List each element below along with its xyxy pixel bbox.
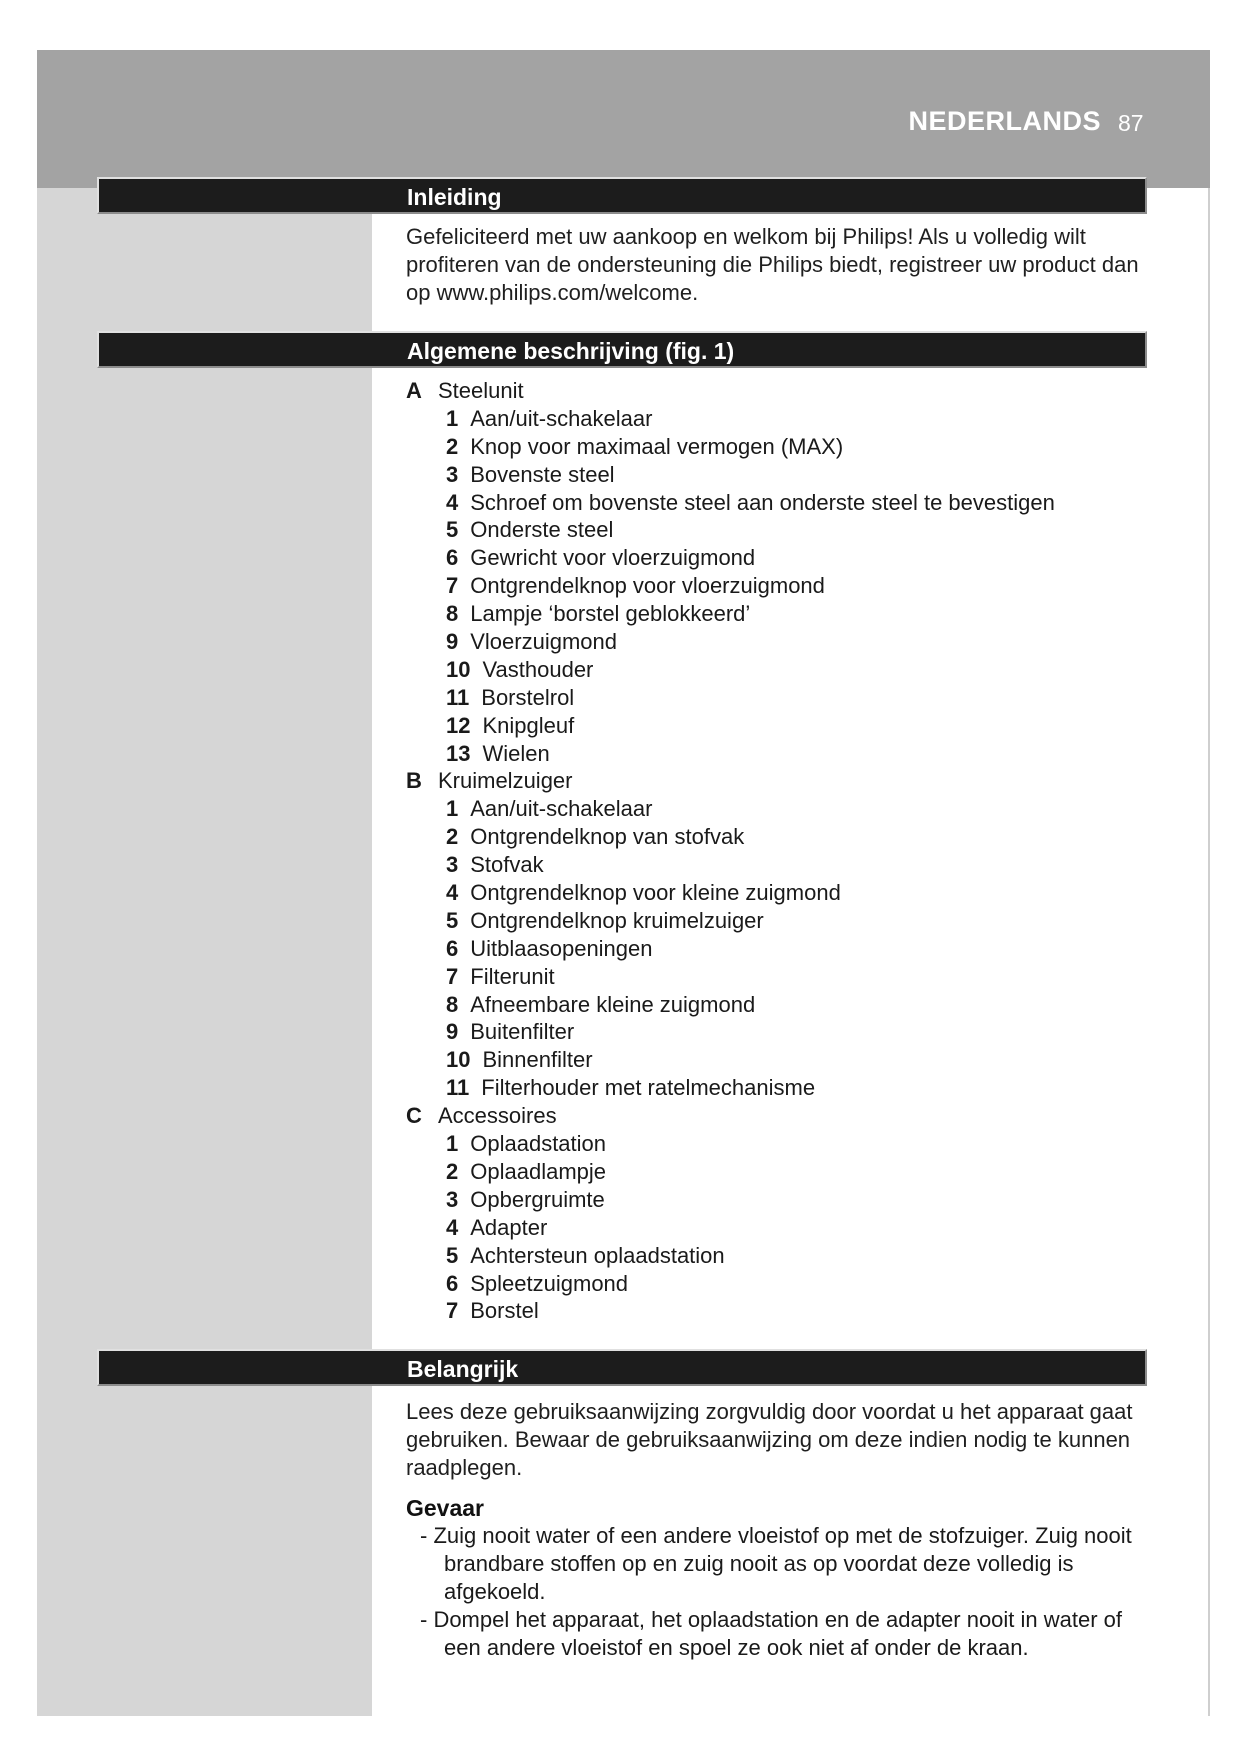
item-number: 2 (446, 824, 459, 850)
list-item (406, 1242, 1186, 1270)
item-number: 6 (446, 1270, 459, 1296)
section-title-important: Belangrijk (407, 1356, 519, 1382)
list-item (406, 991, 1186, 1019)
item-number: 9 (446, 1019, 459, 1045)
group-label: Kruimelzuiger (438, 768, 573, 794)
item-text: Lampje ‘borstel geblokkeerd’ (470, 601, 751, 627)
item-number: 4 (446, 880, 459, 906)
item-text: Bovenste steel (470, 461, 615, 487)
item-text: Uitblaasopeningen (470, 935, 653, 961)
group-label: Accessoires (438, 1103, 557, 1129)
list-item (406, 1018, 1186, 1046)
section-title-description: Algemene beschrijving (fig. 1) (407, 338, 735, 364)
page-number: 87 (1118, 110, 1144, 136)
item-text: Aan/uit-schakelaar (470, 796, 653, 822)
list-item (406, 740, 1186, 768)
item-text: Vasthouder (482, 656, 594, 682)
item-number: 3 (446, 461, 459, 487)
item-number: 2 (446, 1158, 459, 1184)
item-number: 9 (446, 629, 459, 655)
item-number: 4 (446, 489, 459, 515)
item-text: Ontgrendelknop voor kleine zuigmond (470, 880, 841, 906)
list-item (406, 433, 1186, 461)
list-item (406, 1074, 1186, 1102)
item-number: 7 (446, 1298, 459, 1324)
item-number: 4 (446, 1214, 459, 1240)
item-number: 10 (446, 656, 471, 682)
list-item (406, 935, 1186, 963)
item-number: 1 (446, 1131, 459, 1157)
item-text: Opbergruimte (470, 1186, 605, 1212)
group-key: C (406, 1103, 422, 1129)
list-item (406, 628, 1186, 656)
list-item (406, 712, 1186, 740)
list-item (406, 1186, 1186, 1214)
item-text: Adapter (470, 1214, 548, 1240)
item-number: 5 (446, 907, 459, 933)
item-text: Borstelrol (481, 684, 575, 710)
item-number: 7 (446, 963, 459, 989)
list-item (406, 963, 1186, 991)
section-bar-description (97, 331, 1147, 368)
item-number: 12 (446, 712, 471, 738)
section-bar-important (97, 1349, 1147, 1386)
item-text: Ontgrendelknop voor vloerzuigmond (470, 573, 825, 599)
item-text: Buitenfilter (470, 1019, 575, 1045)
item-number: 8 (446, 601, 459, 627)
item-number: 2 (446, 433, 459, 459)
item-text: Binnenfilter (482, 1047, 593, 1073)
list-item (406, 823, 1186, 851)
list-item (406, 684, 1186, 712)
language-heading: NEDERLANDS (908, 106, 1101, 136)
item-text: Gewricht voor vloerzuigmond (470, 545, 756, 571)
item-text: Stofvak (470, 852, 544, 878)
list-item (406, 795, 1186, 823)
item-number: 6 (446, 545, 459, 571)
item-text: Borstel (470, 1298, 539, 1324)
important-paragraph: Lees deze gebruiksaanwijzing zorgvuldig door voordat u het apparaat gaat gebruiken. Bewaar de gebruiksaanwijzing om deze indien nodig te kunnen raadplegen. (406, 1399, 1133, 1480)
list-item (406, 1130, 1186, 1158)
item-number: 3 (446, 852, 459, 878)
list-item (406, 1297, 1186, 1325)
danger-item: - Dompel het apparaat, het oplaadstation en de adapter nooit in water of een andere vloeistof en spoel ze ook niet af onder de kraan. (420, 1607, 1123, 1660)
left-margin-column (37, 188, 372, 1716)
item-number: 6 (446, 935, 459, 961)
item-text: Oplaadlampje (470, 1158, 606, 1184)
section-bar-intro (97, 177, 1147, 214)
item-text: Filterunit (470, 963, 555, 989)
danger-heading: Gevaar (406, 1495, 485, 1521)
item-number: 8 (446, 991, 459, 1017)
item-text: Schroef om bovenste steel aan onderste steel te bevestigen (470, 489, 1055, 515)
intro-paragraph: Gefeliciteerd met uw aankoop en welkom bij Philips! Als u volledig wilt profiteren van de ondersteuning die Philips biedt, registreer uw product dan op www.philips.com/welcome. (406, 224, 1139, 305)
item-number: 11 (446, 684, 470, 710)
list-item (406, 1270, 1186, 1298)
item-text: Achtersteun oplaadstation (470, 1242, 725, 1268)
item-text: Afneembare kleine zuigmond (470, 991, 756, 1017)
list-item (406, 907, 1186, 935)
list-item (406, 879, 1186, 907)
list-item (406, 572, 1186, 600)
group-label: Steelunit (438, 378, 524, 403)
list-group (406, 1102, 1186, 1130)
list-item (406, 656, 1186, 684)
item-number: 11 (446, 1075, 470, 1101)
list-item (406, 516, 1186, 544)
list-item (406, 489, 1186, 517)
group-key: A (406, 378, 422, 403)
item-text: Ontgrendelknop kruimelzuiger (470, 907, 764, 933)
item-number: 5 (446, 517, 459, 543)
list-item (406, 1158, 1186, 1186)
item-text: Knop voor maximaal vermogen (MAX) (470, 433, 844, 459)
item-number: 13 (446, 740, 471, 766)
list-item (406, 461, 1186, 489)
list-item (406, 544, 1186, 572)
item-text: Ontgrendelknop van stofvak (470, 824, 745, 850)
item-number: 1 (446, 405, 459, 431)
item-text: Oplaadstation (470, 1131, 607, 1157)
list-group (406, 767, 1186, 795)
item-number: 3 (446, 1186, 459, 1212)
list-group (406, 377, 1186, 405)
item-text: Knipgleuf (482, 712, 575, 738)
group-key: B (406, 768, 422, 794)
item-number: 1 (446, 796, 459, 822)
item-text: Spleetzuigmond (470, 1270, 629, 1296)
danger-list (406, 1522, 1151, 1662)
item-text: Vloerzuigmond (470, 629, 617, 655)
list-item (406, 1046, 1186, 1074)
item-number: 10 (446, 1047, 471, 1073)
right-margin-rule (1208, 188, 1210, 1716)
item-text: Wielen (482, 740, 550, 766)
component-list (406, 377, 1186, 1325)
item-number: 5 (446, 1242, 459, 1268)
list-item (406, 405, 1186, 433)
list-item (406, 600, 1186, 628)
item-text: Onderste steel (470, 517, 614, 543)
item-text: Filterhouder met ratelmechanisme (481, 1075, 816, 1101)
section-title-intro: Inleiding (407, 184, 502, 210)
list-item (406, 851, 1186, 879)
item-number: 7 (446, 573, 459, 599)
danger-item: - Zuig nooit water of een andere vloeistof op met de stofzuiger. Zuig nooit brandbare stoffen op en zuig nooit as op voordat deze volledig is afgekoeld. (420, 1523, 1132, 1604)
item-text: Aan/uit-schakelaar (470, 405, 653, 431)
list-item (406, 1214, 1186, 1242)
